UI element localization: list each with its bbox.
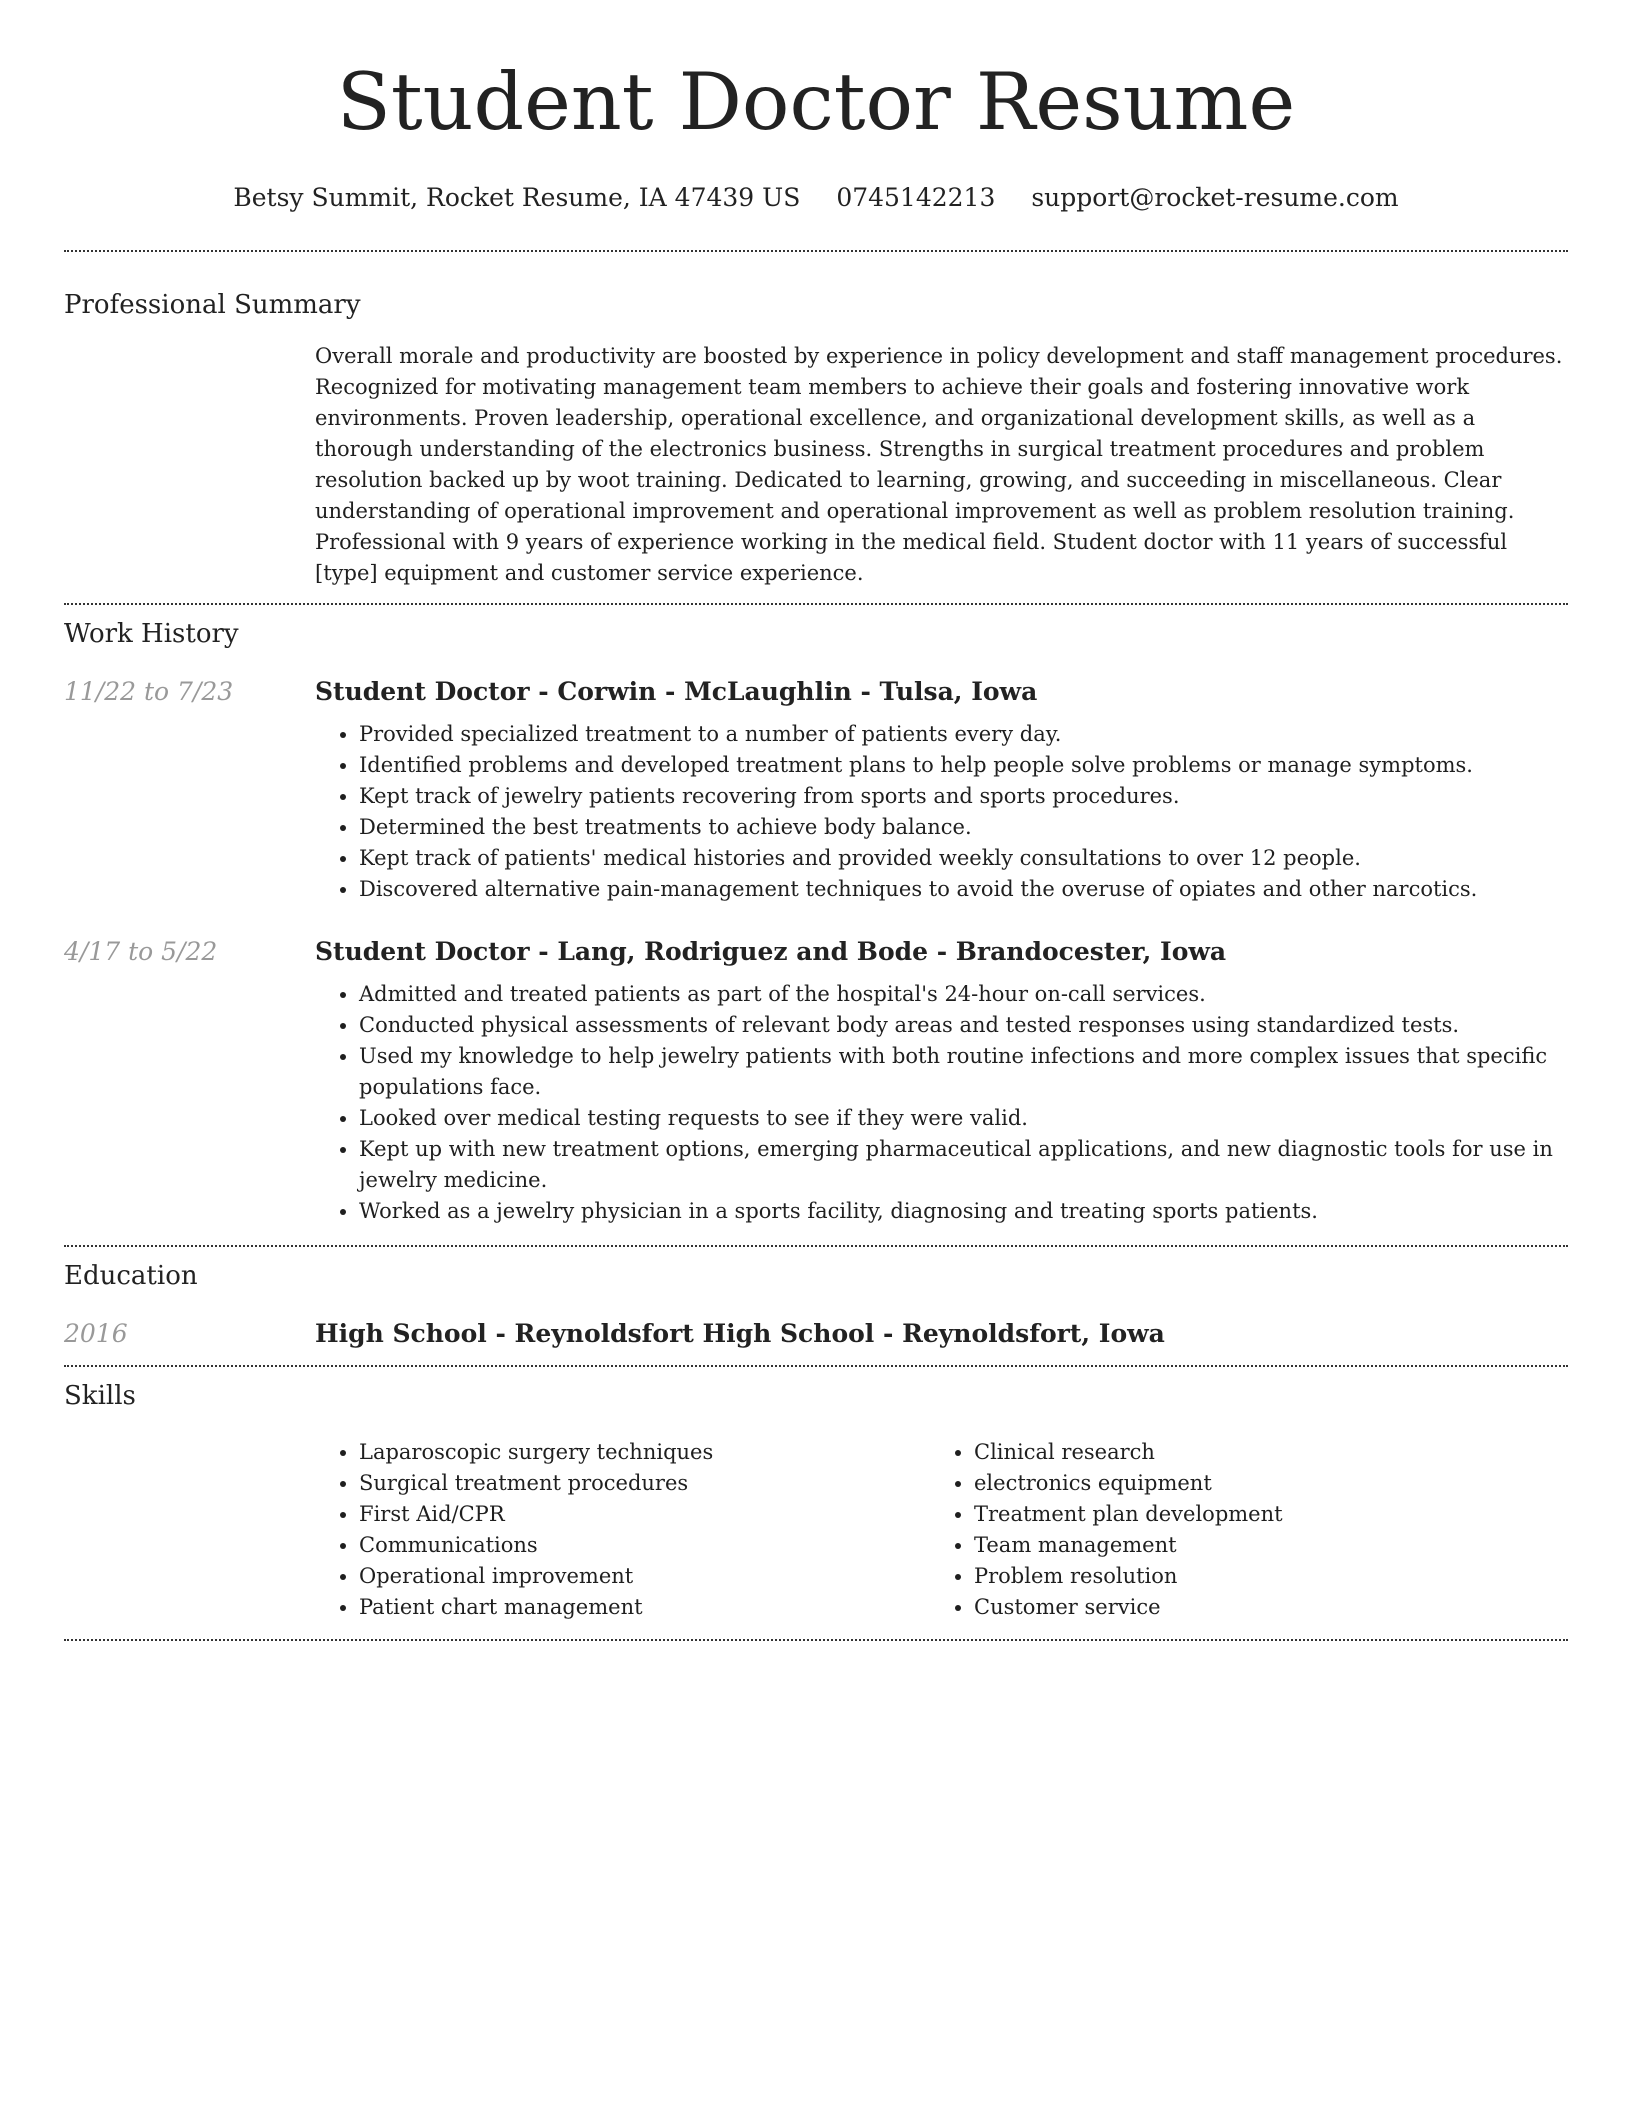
- resume-title: Student Doctor Resume: [336, 56, 1296, 148]
- list-item: • Provided specialized treatment to a number of patients every day.: [359, 719, 1568, 750]
- list-item: • Conducted physical assessments of relevant body areas and tested responses using standardized tests.: [359, 1010, 1568, 1041]
- education-title: High School - Reynoldsfort High School - Reynoldsfort, Iowa: [315, 1319, 1165, 1348]
- skills-list-right: [930, 1437, 1545, 1623]
- job-dates: 4/17 to 5/22: [64, 937, 218, 966]
- list-item: • Determined the best treatments to achieve body balance.: [359, 812, 1568, 843]
- skills-section: [64, 1367, 1568, 1639]
- job-body: [315, 935, 1568, 1227]
- skill-item: • electronics equipment: [974, 1468, 1545, 1499]
- divider: [64, 1639, 1568, 1641]
- skill-item: • Laparoscopic surgery techniques: [359, 1437, 930, 1468]
- skill-item: • Customer service: [974, 1592, 1545, 1623]
- list-item: • Admitted and treated patients as part of the hospital's 24-hour on-call services.: [359, 979, 1568, 1010]
- resume-header: [64, 0, 1568, 214]
- contact-email: support@rocket-resume.com: [1031, 183, 1399, 212]
- skill-item: • Problem resolution: [974, 1561, 1545, 1592]
- job-entry: [64, 675, 1568, 905]
- education-entry: [64, 1317, 1568, 1351]
- list-item: • Kept track of patients' medical histories and provided weekly consultations to over 12 people.: [359, 843, 1568, 874]
- summary-text: Overall morale and productivity are boosted by experience in policy development and staff management procedures. Recognized for motivating management team members to achieve their goals and fostering innovative work environments. Proven leadership, operational excellence, and organizational development skills, as well as a thorough understanding of the electronics business. Strengths in surgical treatment procedures and problem resolution backed up by woot training. Dedicated to learning, growing, and succeeding in miscellaneous. Clear understanding of operational improvement and operational improvement as well as problem resolution training. Professional with 9 years of experience working in the medical field. Student doctor with 11 years of successful [type] equipment and customer service experience.: [315, 344, 1563, 585]
- list-item: • Discovered alternative pain-management techniques to avoid the overuse of opiates and other narcotics.: [359, 874, 1568, 905]
- job-body: [315, 675, 1568, 905]
- list-item: • Identified problems and developed treatment plans to help people solve problems or manage symptoms.: [359, 750, 1568, 781]
- work-history-section: [64, 605, 1568, 1245]
- skills-columns: [315, 1437, 1568, 1623]
- education-section: [64, 1247, 1568, 1365]
- job-title: Student Doctor - Corwin - McLaughlin - Tulsa, Iowa: [315, 677, 1038, 706]
- job-entry: [64, 935, 1568, 1227]
- job-bullet-list: [315, 719, 1568, 905]
- summary-heading: Professional Summary: [64, 290, 361, 320]
- skill-item: • Patient chart management: [359, 1592, 930, 1623]
- skills-heading: Skills: [64, 1381, 136, 1411]
- list-item: • Worked as a jewelry physician in a sports facility, diagnosing and treating sports patients.: [359, 1196, 1568, 1227]
- skill-item: • Operational improvement: [359, 1561, 930, 1592]
- list-item: • Looked over medical testing requests to see if they were valid.: [359, 1103, 1568, 1134]
- education-heading: Education: [64, 1261, 198, 1291]
- skill-item: • Team management: [974, 1530, 1545, 1561]
- contact-address: Betsy Summit, Rocket Resume, IA 47439 US: [233, 183, 801, 212]
- job-dates: 11/22 to 7/23: [64, 677, 234, 706]
- contact-phone: 0745142213: [836, 183, 996, 212]
- list-item: • Kept up with new treatment options, emerging pharmaceutical applications, and new diagnostic tools for use in jewelry medicine.: [359, 1134, 1568, 1196]
- education-body: [315, 1317, 1568, 1351]
- skill-item: • Treatment plan development: [974, 1499, 1545, 1530]
- summary-content: [315, 341, 1568, 589]
- work-history-heading: Work History: [64, 619, 239, 649]
- contact-line: [64, 182, 1568, 214]
- education-dates: 2016: [64, 1319, 128, 1348]
- skill-item: • Surgical treatment procedures: [359, 1468, 930, 1499]
- skill-item: • First Aid/CPR: [359, 1499, 930, 1530]
- skill-item: • Clinical research: [974, 1437, 1545, 1468]
- list-item: • Kept track of jewelry patients recovering from sports and sports procedures.: [359, 781, 1568, 812]
- job-title: Student Doctor - Lang, Rodriguez and Bode - Brandocester, Iowa: [315, 937, 1227, 966]
- summary-section: [64, 252, 1568, 603]
- list-item: • Used my knowledge to help jewelry patients with both routine infections and more complex issues that specific populations face.: [359, 1041, 1568, 1103]
- job-bullet-list: [315, 979, 1568, 1227]
- skills-list-left: [315, 1437, 930, 1623]
- skill-item: • Communications: [359, 1530, 930, 1561]
